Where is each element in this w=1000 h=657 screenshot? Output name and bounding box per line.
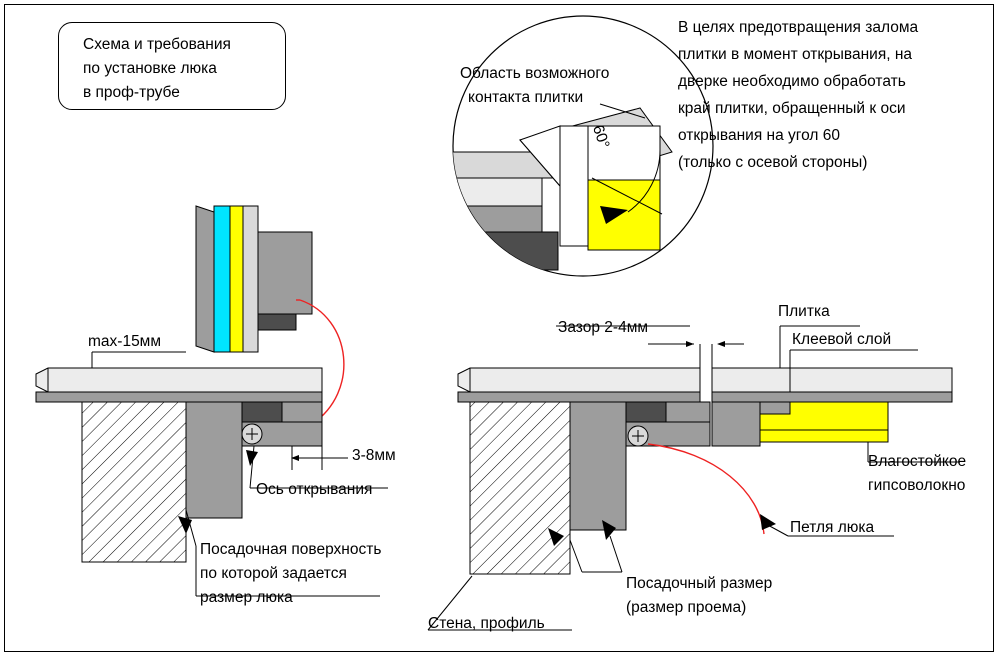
note-line-6: (только с осевой стороны) xyxy=(678,154,868,171)
board-label-line-2: гипсоволокно xyxy=(868,477,966,494)
glue-layer-label: Клеевой слой xyxy=(792,331,892,348)
seat-surface-line-2: по которой задается xyxy=(200,565,347,582)
note-line-5: открывания на угол 60 xyxy=(678,127,840,144)
title-line-1: Схема и требования xyxy=(83,36,231,53)
hinge-label: Петля люка xyxy=(790,519,875,536)
seat-surface-line-3: размер люка xyxy=(200,589,293,606)
fit-size-line-1: Посадочный размер xyxy=(626,575,773,592)
note-line-1: В целях предотвращения залома xyxy=(678,19,919,36)
title-callout-box xyxy=(58,22,286,110)
note-line-3: дверке необходимо обработать xyxy=(678,73,906,90)
fit-size-line-2: (размер проема) xyxy=(626,599,747,616)
gap-2-4mm-label: Зазор 2-4мм xyxy=(558,319,649,336)
contact-area-label-line-2: контакта плитки xyxy=(468,89,584,106)
contact-area-label-line-1: Область возможного xyxy=(460,65,610,82)
axis-label: Ось открывания xyxy=(256,481,373,498)
gap-3-8mm-label: 3-8мм xyxy=(352,447,396,464)
title-line-2: по установке люка xyxy=(83,60,217,77)
title-line-3: в проф-трубе xyxy=(83,84,180,101)
wall-profile-label: Стена, профиль xyxy=(428,615,545,632)
note-line-2: плитки в момент открывания, на xyxy=(678,46,913,63)
note-line-4: край плитки, обращенный к оси xyxy=(678,100,906,117)
detail-circle-group xyxy=(430,16,713,276)
angle-60-label: 60° xyxy=(588,122,613,151)
board-label-line-1: Влагостойкое xyxy=(868,453,967,470)
seat-surface-line-1: Посадочная поверхность xyxy=(200,541,382,558)
max-15mm-label: max-15мм xyxy=(88,333,161,350)
tile-label: Плитка xyxy=(778,303,830,320)
